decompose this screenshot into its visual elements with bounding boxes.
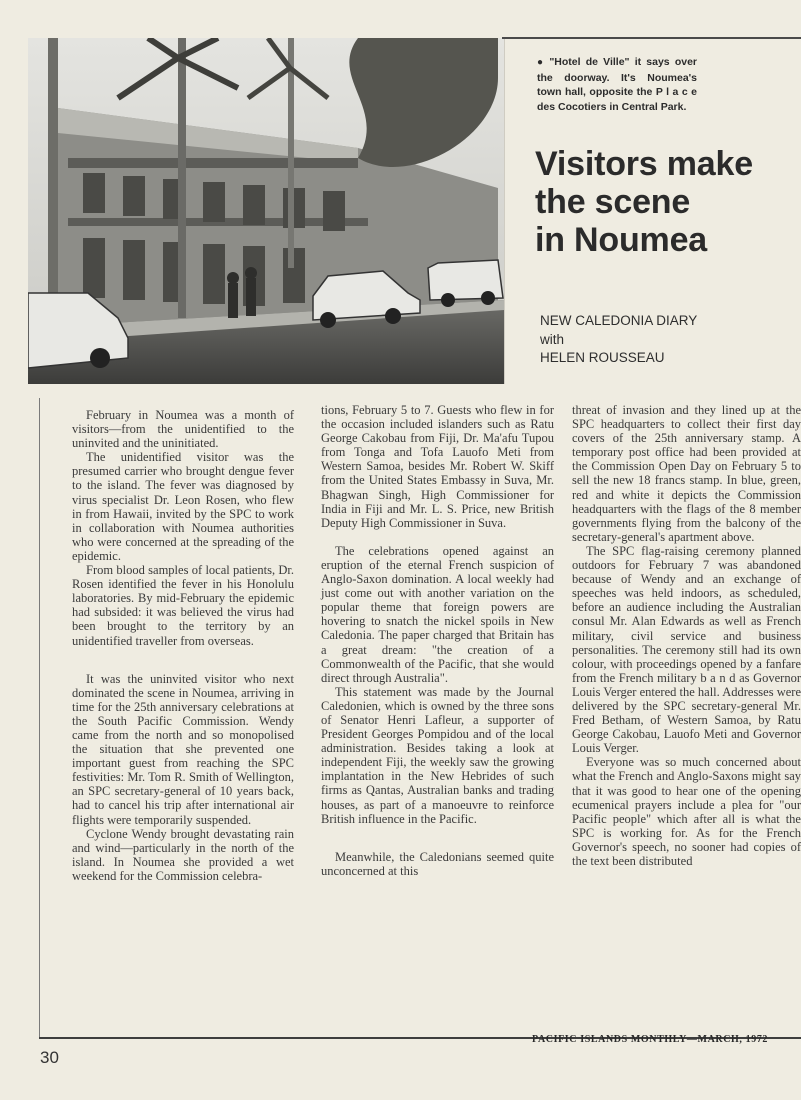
headline-line-3: in Noumea	[535, 221, 708, 259]
page-number: 30	[40, 1048, 59, 1067]
left-rule	[39, 398, 40, 1038]
article-column-1	[72, 408, 294, 883]
paragraph: This statement was made by the Journal Caledonien, which is owned by the three sons of Senator Henri Lafleur, a supporter of President Georges Pompidou and of the local administration. Besides taking a look at independent Fiji, the weekly saw the growing implantation in the New Hebrides of such firms as Qantas, Australian banks and trading houses, as part of a manoeuvre to reinforce British influence in the Pacific.	[321, 684, 554, 826]
paragraph: Everyone was so much concerned about what the French and Anglo-Saxons might say that it was good to hear one of the opening ecumenical prayers include a plea for "our Pacific people" which after all is what the SPC is working for. As for the French Governor's speech, no sooner had copies of the text been distributed	[572, 755, 801, 868]
paragraph: Meanwhile, the Caledonians seemed quite unconcerned at this	[321, 849, 554, 878]
byline-with: with	[540, 331, 565, 347]
paragraph: threat of invasion and they lined up at the SPC headquarters to collect their first day covers of the 25th anniversary stamp. A temporary post office had been provided at the Commission Open Day on February 5 to sell the new 18 francs stamp. In blue, green, red and white it depicts the Commission headquarters with the flags of the 8 member governments flying from the balcony of the secretary-general's apartment above.	[572, 403, 801, 544]
paragraph: February in Noumea was a month of visitors—from the unidentified to the uninvited and the uninitiated.	[72, 408, 294, 451]
caption-text: "Hotel de Ville" it says over the doorway. It's Noumea's town hall, opposite the P l a c e des Cocotiers in Central Park.	[537, 56, 698, 113]
paragraph: tions, February 5 to 7. Guests who flew in for the occasion included islanders such as Ratu George Cakobau from Fiji, Dr. Ma'afu Tupou from Tonga and Tofa Lauofo Meti from Western Samoa, besides Mr. Robert W. Skiff from the United States Embassy in Suva, Mr. Bhagwan Singh, High Commissioner for India in Fiji and Mr. L. S. Price, new British Deputy High Commissioner in Suva.	[321, 403, 554, 530]
paragraph: The celebrations opened against an eruption of the eternal French suspicion of Anglo-Saxon domination. A local weekly had just come out with another variation on the popular theme that foreign powers are hovering to snatch the nickel spoils in New Caledonia. The paper charged that Britain has a great dream: "the creation of a Commonwealth of the Pacific, that she would direct through Australia".	[321, 543, 554, 685]
byline-section: NEW CALEDONIA DIARY	[540, 313, 698, 328]
header-rule	[502, 37, 801, 39]
article-column-2	[321, 403, 554, 878]
bullet-icon: ●	[537, 57, 546, 68]
photo-caption	[537, 55, 697, 114]
headline-line-2: the scene	[535, 183, 691, 221]
paragraph: It was the uninvited visitor who next dominated the scene in Noumea, arriving in time for the 25th anniversary celebrations at the South Pacific Commission. Wendy came from the north and so monopolised the situation that she prevented one important guest from reaching the SPC festivities: Mr. Tom R. Smith of Wellington, an SPC secretary-general of 10 years back, had to cancel his trip after international air flights were temporarily suspended.	[72, 671, 294, 827]
publication-footer: PACIFIC ISLANDS MONTHLY—MARCH, 1972	[532, 1034, 769, 1045]
town-hall-photo	[28, 38, 505, 384]
headline-line-1: Visitors make	[535, 145, 753, 183]
article-column-3	[572, 403, 801, 868]
paragraph: From blood samples of local patients, Dr. Rosen identified the fever in his Honolulu laboratories. By mid-February the epidemic had subsided: it was believed the virus had been brought to the territory by an unidentified traveller from overseas.	[72, 563, 294, 648]
paragraph: Cyclone Wendy brought devastating rain and wind—particularly in the north of the island. In Noumea she provided a wet weekend for the Commission celebra-	[72, 826, 294, 883]
paragraph: The SPC flag-raising ceremony planned outdoors for February 7 was abandoned because of Wendy and an exchange of speeches was held indoors, as scheduled, before an audience including the Australian consul Mr. Alan Edwards as well as French military, civil service and business personalities. The ceremony still had its own colour, with proceedings opened by a fanfare from the French military b a n d as Governor Louis Verger entered the hall. Addresses were delivered by the SPC secretary-general Mr. Fred Betham, of Western Samoa, by Ratu George Cakobau, Lauofo Meti and Governor Louis Verger.	[572, 543, 801, 756]
byline	[540, 312, 790, 368]
byline-author: HELEN ROUSSEAU	[540, 350, 665, 365]
paragraph: The unidentified visitor was the presumed carrier who brought dengue fever to the island. The fever was diagnosed by virus specialist Dr. Leon Rosen, who flew in from Hawaii, invited by the SPC to work in collaboration with Noumea authorities who were concerned at the spreading of the epidemic.	[72, 450, 294, 563]
headline	[535, 145, 797, 259]
